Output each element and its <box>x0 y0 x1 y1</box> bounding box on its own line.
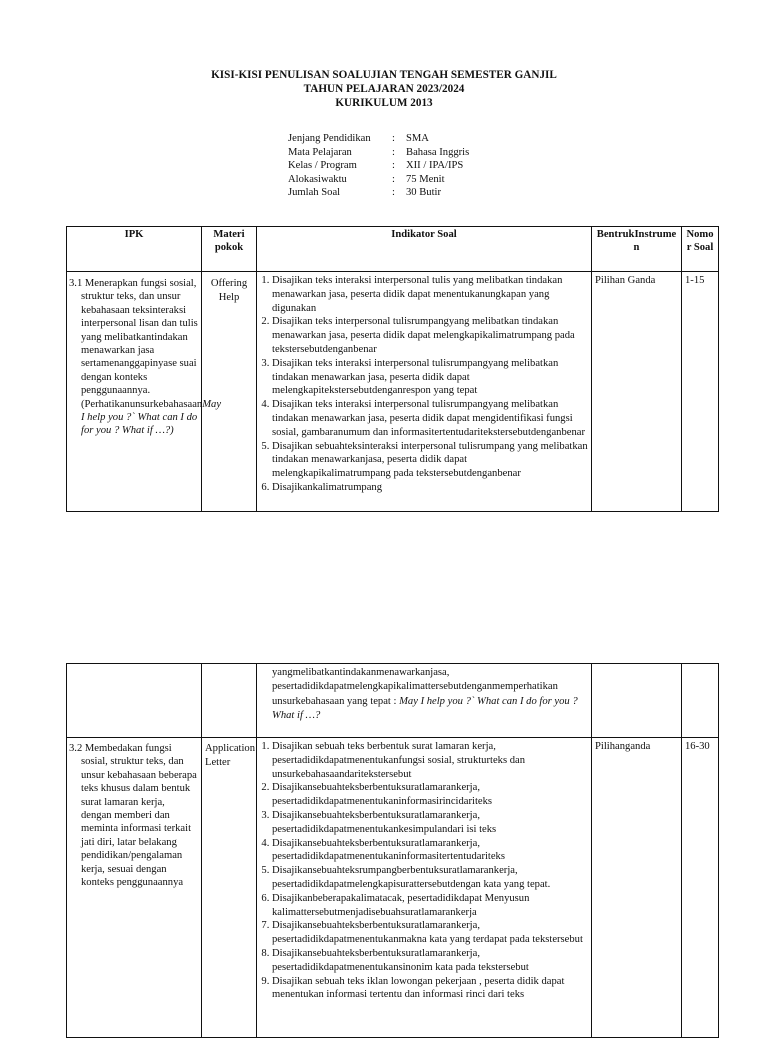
ipk-statement: 3.2 Membedakan fungsi sosial, struktur teks, dan unsur kebahasaan beberapa teks khusus dalam bentuk surat lamaran kerja, dengan memberi dan meminta informasi terkait jati diri, latar belakang pendidikan/pengalaman kerja, sesuai dengan konteks penggunaannya <box>69 743 197 889</box>
list-item: 3. Disajikansebuahteksberbentuksuratlamarankerja, pesertadidikdapatmenentukankesimpulandari isi teks <box>272 809 588 837</box>
meta-label: Kelas / Program <box>288 160 357 171</box>
meta-value: Bahasa Inggris <box>406 146 470 158</box>
list-item: 6. Disajikankalimatrumpang <box>272 481 588 495</box>
kisi-kisi-table-page-2 <box>66 663 719 1038</box>
list-item: 9. Disajikan sebuah teks iklan lowongan pekerjaan , peserta didik dapat menentukan informasi tertentu dan informasi rinci dari teks <box>272 975 588 1003</box>
meta-label: Jumlah Soal <box>288 187 341 198</box>
meta-colon: : <box>392 133 395 144</box>
ipk-cell <box>67 272 222 512</box>
meta-value: 30 Butir <box>406 187 442 198</box>
title-line-3: KURIKULUM 2013 <box>335 97 433 109</box>
list-item: 7. Disajikansebuahteksberbentuksuratlamarankerja, pesertadidikdapatmenentukanmakna kata yang terdapat pada tekstersebut <box>272 919 588 947</box>
list-item: 8. Disajikansebuahteksberbentuksuratlamarankerja, pesertadidikdapatmenentukansinonim kata pada tekstersebut <box>272 947 588 975</box>
meta-row-mapel <box>288 146 469 160</box>
list-item: 3. Disajikan teks interaksi interpersonal tulisrumpangyang melibatkan tindakan menawarkan jasa, peserta didik dapat melengkapitekstersebutdenganrespon yang tepat <box>272 357 588 398</box>
materi-cell <box>202 664 257 738</box>
list-item: 4. Disajikan teks interaksi interpersonal tulisrumpangyang melibatkan tindakan menawarkan jasa, peserta didik dapat mengidentifikasi fungsi sosial, gambaranumum dan informasitertentudaritekstersebutdenganbenar <box>272 398 588 439</box>
list-item: 2. Disajikan teks interpersonal tulisrumpangyang melibatkan tindakan menawarkan jasa, peserta didik dapat melengkapikalimatrumpang pada tekstersebutdenganbenar <box>272 315 588 356</box>
list-item: 2. Disajikansebuahteksberbentuksuratlamarankerja, pesertadidikdapatmenentukaninformasirincidariteks <box>272 781 588 809</box>
meta-colon: : <box>392 160 395 171</box>
title-line-2: TAHUN PELAJARAN 2023/2024 <box>303 83 465 95</box>
meta-value: 75 Menit <box>406 173 445 185</box>
ipk-cell <box>67 738 202 1038</box>
kisi-kisi-table-page-1 <box>66 226 719 512</box>
meta-label: Mata Pelajaran <box>288 146 352 158</box>
meta-colon: : <box>392 173 395 185</box>
nomor-cell <box>682 664 719 738</box>
ipk-text <box>69 277 222 438</box>
materi-cell: Application Letter <box>202 738 257 1038</box>
header-ipk: IPK <box>67 227 202 272</box>
nomor-cell: 16-30 <box>682 738 719 1038</box>
meta-colon: : <box>392 187 395 198</box>
indikator-cell <box>257 738 592 1038</box>
ipk-statement: 3.1 Menerapkan fungsi sosial, struktur teks, dan unsur kebahasaan teksinteraksi interpersonal lisan dan tulis yang melibatkantindakan menawarkan jasa sertamenanggapinyase suai dengan konteks penggunaannya. (Perhatikanunsurkebahasaan <box>69 278 203 410</box>
indikator-list <box>260 740 588 1002</box>
meta-value: SMA <box>406 133 429 144</box>
list-item: 5. Disajikan sebuahteksinteraksi interpersonal tulisrumpang yang melibatkan tindakan menawarkanjasa, peserta didik dapat melengkapikalimatrumpang pada tekstersebutdenganbenar <box>272 440 588 481</box>
bentuk-cell: Pilihanganda <box>592 738 682 1038</box>
table-row-continuation <box>67 664 719 738</box>
list-item: 5. Disajikansebuahteksrumpangberbentuksuratlamarankerja, pesertadidikdapatmelengkapisurattersebutdengan kata yang tepat. <box>272 864 588 892</box>
header-materi: Materi pokok <box>202 227 257 272</box>
list-item: 1. Disajikan teks interaksi interpersonal tulis yang melibatkan tindakan menawarkan jasa, peserta didik dapat menentukanungkapan yang digunakan <box>272 274 588 315</box>
meta-label: Alokasiwaktu <box>288 173 347 185</box>
meta-row-jumlah <box>288 186 469 200</box>
document-title <box>0 68 768 110</box>
meta-row-jenjang <box>288 132 469 146</box>
table-row <box>67 272 719 512</box>
meta-colon: : <box>392 146 395 158</box>
list-item: 1. Disajikan sebuah teks berbentuk surat lamaran kerja, pesertadidikdapatmenentukanfungsi sosial, strukturteks dan unsurkebahasaandaritekstersebut <box>272 740 588 781</box>
header-bentuk: BentrukInstrumen <box>592 227 682 272</box>
ipk-example-expressions: May I help you ?` What can I do for you ? What if …?) <box>81 398 222 437</box>
header-nomor: Nomor Soal <box>682 227 719 272</box>
materi-cell: Offering Help <box>202 272 257 512</box>
indikator-continuation: yangmelibatkantindakanmenawarkanjasa, pesertadidikdapatmelengkapikalimattersebutdenganmemperhatikan unsurkebahasaan yang tepat : <box>272 667 558 707</box>
meta-row-alokasi <box>288 173 469 187</box>
indikator-list <box>260 274 588 495</box>
nomor-cell: 1-15 <box>682 272 719 512</box>
indikator-continuation-expressions: May I help you ?` What can I do for you ? What if …? <box>272 695 578 721</box>
meta-value: XII / IPA/IPS <box>406 160 464 171</box>
meta-row-kelas <box>288 159 469 173</box>
title-line-1: KISI-KISI PENULISAN SOALUJIAN TENGAH SEMESTER GANJIL <box>211 69 557 81</box>
indikator-cell <box>257 272 592 512</box>
table-row <box>67 738 719 1038</box>
list-item: 4. Disajikansebuahteksberbentuksuratlamarankerja, pesertadidikdapatmenentukaninformasitertentudariteks <box>272 837 588 865</box>
header-indikator: Indikator Soal <box>257 227 592 272</box>
indikator-cell <box>257 664 592 738</box>
list-item: 6. Disajikanbeberapakalimatacak, pesertadidikdapat Menyusun kalimattersebutmenjadisebuahsuratlamarankerja <box>272 892 588 920</box>
ipk-cell <box>67 664 202 738</box>
bentuk-cell: Pilihan Ganda <box>592 272 682 512</box>
table-header-row <box>67 227 719 272</box>
document-meta <box>288 132 469 200</box>
meta-label: Jenjang Pendidikan <box>288 133 371 144</box>
bentuk-cell <box>592 664 682 738</box>
